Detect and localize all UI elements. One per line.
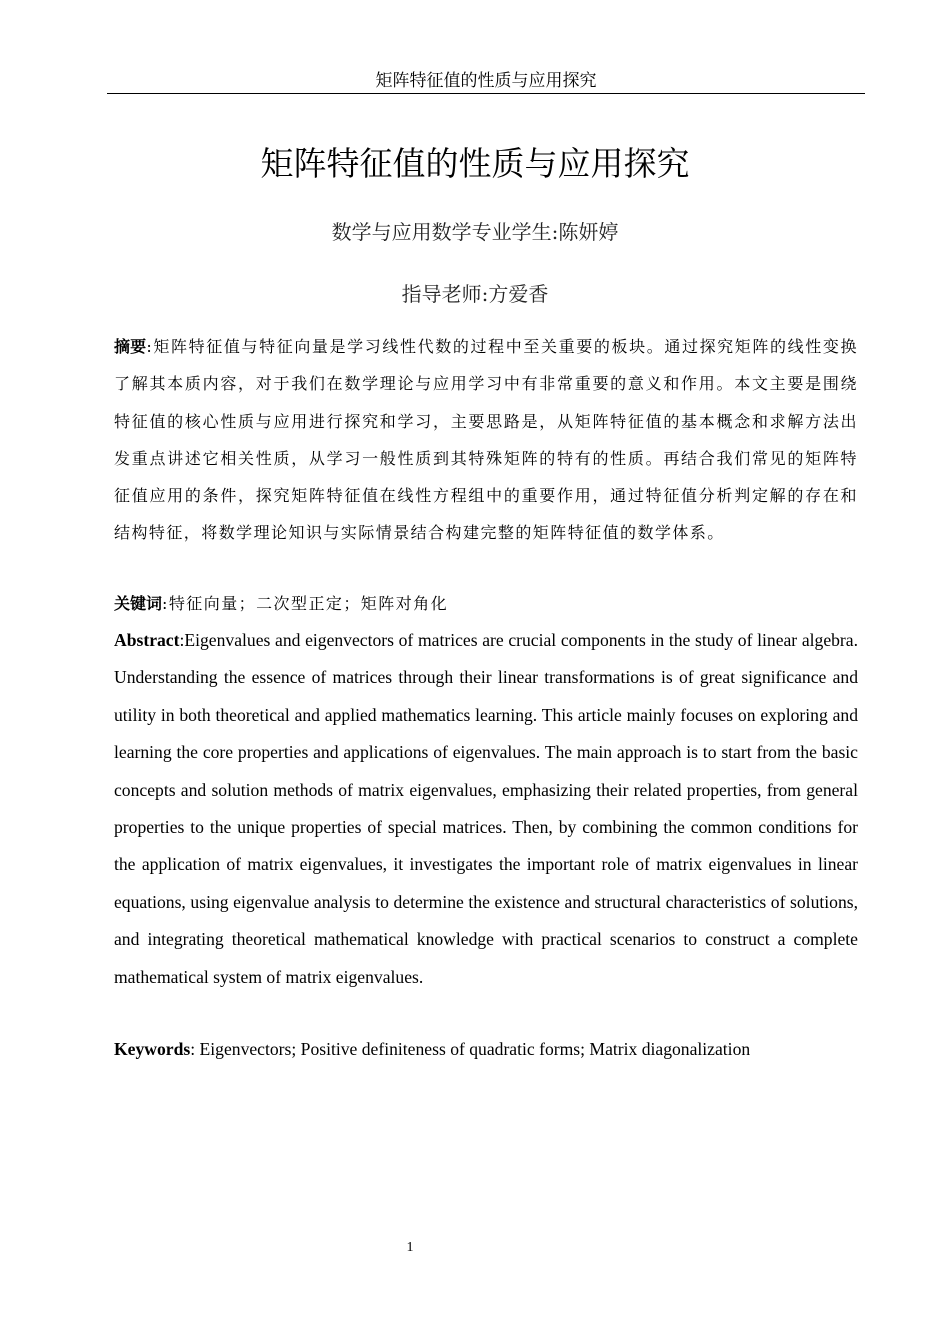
abstract-cn bbox=[114, 328, 858, 552]
keywords-cn bbox=[114, 588, 858, 620]
abstract-cn-separator: : bbox=[146, 337, 154, 356]
abstract-cn-text: 矩阵特征值与特征向量是学习线性代数的过程中至关重要的板块。通过探究矩阵的线性变换了解其本质内容，对于我们在数学理论与应用学习中有非常重要的意义和作用。本文主要是围绕特征值的核心性质与应用进行探究和学习，主要思路是，从矩阵特征值的基本概念和求解方法出发重点讲述它相关性质，从学习一般性质到其特殊矩阵的特有的性质。再结合我们常见的矩阵特征值应用的条件，探究矩阵特征值在线性方程组中的重要作用，通过特征值分析判定解的存在和结构特征，将数学理论知识与实际情景结合构建完整的矩阵特征值的数学体系。 bbox=[114, 337, 858, 543]
keywords-en-text: Eigenvectors; Positive definiteness of quadratic forms; Matrix diagonalization bbox=[199, 1039, 751, 1059]
paper-title: 矩阵特征值的性质与应用探究 bbox=[260, 144, 690, 183]
author-line: 数学与应用数学专业学生:陈妍婷 bbox=[331, 220, 619, 244]
keywords-cn-label: 关键词 bbox=[114, 594, 163, 613]
abstract-en-text: Eigenvalues and eigenvectors of matrices are crucial components in the study of linear algebra. Understanding the essence of matrices through their linear transformations is of great significance and utility in both theoretical and applied mathematics learning. This article mainly focuses on exploring and learning the core properties and applications of eigenvalues. The main approach is to start from the basic concepts and solution methods of matrix eigenvalues, emphasizing their related properties, from general properties to the unique properties of special matrices. Then, by combining the common conditions for the application of matrix eigenvalues, it investigates the important role of matrix eigenvalues in linear equations, using eigenvalue analysis to determine the existence and structural characteristics of solutions, and integrating theoretical mathematical knowledge with practical scenarios to construct a complete mathematical system of matrix eigenvalues. bbox=[114, 630, 858, 987]
abstract-cn-label: 摘要 bbox=[114, 337, 147, 356]
advisor-line: 指导老师:方爱香 bbox=[401, 282, 549, 306]
keywords-en-label: Keywords bbox=[114, 1039, 191, 1059]
keywords-en bbox=[114, 1033, 858, 1065]
header-rule bbox=[107, 93, 865, 94]
keywords-en-separator: : bbox=[190, 1039, 200, 1059]
keywords-cn-text: 特征向量；二次型正定；矩阵对角化 bbox=[168, 594, 449, 613]
running-header: 矩阵特征值的性质与应用探究 bbox=[375, 71, 597, 91]
abstract-en-separator: : bbox=[179, 630, 185, 650]
abstract-en-label: Abstract bbox=[114, 630, 180, 650]
keywords-cn-separator: : bbox=[162, 594, 169, 613]
abstract-en bbox=[114, 622, 858, 996]
page-number: 1 bbox=[406, 1240, 414, 1255]
